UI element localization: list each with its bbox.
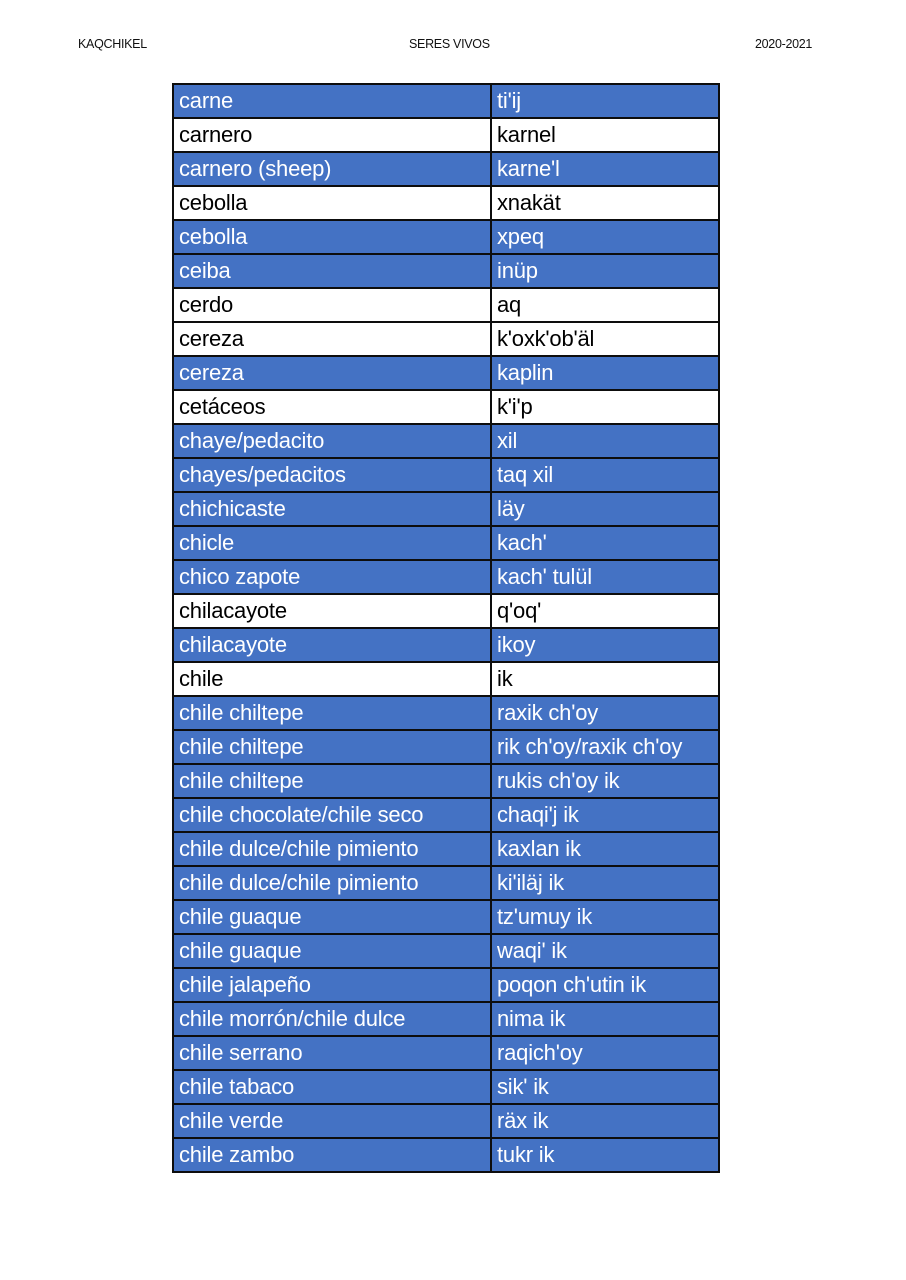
table-row: [173, 594, 719, 628]
table-row: [173, 152, 719, 186]
table-row: [173, 798, 719, 832]
table-row: [173, 458, 719, 492]
spanish-term-cell: chile guaque: [173, 934, 491, 968]
spanish-term-cell: cetáceos: [173, 390, 491, 424]
spanish-term-cell: chile guaque: [173, 900, 491, 934]
table-row: [173, 730, 719, 764]
table-row: [173, 254, 719, 288]
spanish-term-cell: chicle: [173, 526, 491, 560]
kaqchikel-term-cell: k'oxk'ob'äl: [491, 322, 719, 356]
spanish-term-cell: cerdo: [173, 288, 491, 322]
header-language: KAQCHIKEL: [78, 37, 147, 51]
spanish-term-cell: carne: [173, 84, 491, 118]
kaqchikel-term-cell: xil: [491, 424, 719, 458]
kaqchikel-term-cell: ti'ij: [491, 84, 719, 118]
kaqchikel-term-cell: inüp: [491, 254, 719, 288]
vocabulary-table-body: [173, 84, 719, 1172]
spanish-term-cell: chile dulce/chile pimiento: [173, 832, 491, 866]
table-row: [173, 1002, 719, 1036]
spanish-term-cell: cebolla: [173, 186, 491, 220]
table-row: [173, 356, 719, 390]
header-year: 2020-2021: [755, 37, 813, 51]
spanish-term-cell: chile chiltepe: [173, 730, 491, 764]
table-row: [173, 560, 719, 594]
kaqchikel-term-cell: karne'l: [491, 152, 719, 186]
table-row: [173, 696, 719, 730]
spanish-term-cell: cereza: [173, 356, 491, 390]
spanish-term-cell: chile chiltepe: [173, 764, 491, 798]
kaqchikel-term-cell: raxik ch'oy: [491, 696, 719, 730]
table-row: [173, 322, 719, 356]
spanish-term-cell: carnero: [173, 118, 491, 152]
kaqchikel-term-cell: poqon ch'utin ik: [491, 968, 719, 1002]
kaqchikel-term-cell: tz'umuy ik: [491, 900, 719, 934]
vocabulary-table: [172, 83, 720, 1173]
kaqchikel-term-cell: nima ik: [491, 1002, 719, 1036]
kaqchikel-term-cell: kach': [491, 526, 719, 560]
kaqchikel-term-cell: kaplin: [491, 356, 719, 390]
spanish-term-cell: chayes/pedacitos: [173, 458, 491, 492]
kaqchikel-term-cell: läy: [491, 492, 719, 526]
kaqchikel-term-cell: waqi' ik: [491, 934, 719, 968]
kaqchikel-term-cell: räx ik: [491, 1104, 719, 1138]
table-row: [173, 1036, 719, 1070]
kaqchikel-term-cell: rik ch'oy/raxik ch'oy: [491, 730, 719, 764]
kaqchikel-term-cell: aq: [491, 288, 719, 322]
spanish-term-cell: ceiba: [173, 254, 491, 288]
kaqchikel-term-cell: kaxlan ik: [491, 832, 719, 866]
table-row: [173, 900, 719, 934]
kaqchikel-term-cell: raqich'oy: [491, 1036, 719, 1070]
spanish-term-cell: chilacayote: [173, 628, 491, 662]
table-row: [173, 492, 719, 526]
kaqchikel-term-cell: xpeq: [491, 220, 719, 254]
spanish-term-cell: chile chocolate/chile seco: [173, 798, 491, 832]
kaqchikel-term-cell: ik: [491, 662, 719, 696]
spanish-term-cell: chile: [173, 662, 491, 696]
table-row: [173, 934, 719, 968]
spanish-term-cell: chile serrano: [173, 1036, 491, 1070]
kaqchikel-term-cell: taq xil: [491, 458, 719, 492]
spanish-term-cell: chile zambo: [173, 1138, 491, 1172]
table-row: [173, 832, 719, 866]
kaqchikel-term-cell: xnakät: [491, 186, 719, 220]
table-row: [173, 220, 719, 254]
table-row: [173, 186, 719, 220]
kaqchikel-term-cell: kach' tulül: [491, 560, 719, 594]
table-row: [173, 866, 719, 900]
table-row: [173, 662, 719, 696]
kaqchikel-term-cell: chaqi'j ik: [491, 798, 719, 832]
table-row: [173, 1070, 719, 1104]
kaqchikel-term-cell: karnel: [491, 118, 719, 152]
spanish-term-cell: chile jalapeño: [173, 968, 491, 1002]
table-row: [173, 628, 719, 662]
spanish-term-cell: chile tabaco: [173, 1070, 491, 1104]
spanish-term-cell: chile chiltepe: [173, 696, 491, 730]
kaqchikel-term-cell: q'oq': [491, 594, 719, 628]
table-row: [173, 118, 719, 152]
table-row: [173, 526, 719, 560]
spanish-term-cell: chico zapote: [173, 560, 491, 594]
page-header: [0, 37, 906, 53]
table-row: [173, 1138, 719, 1172]
table-row: [173, 288, 719, 322]
kaqchikel-term-cell: ki'iläj ik: [491, 866, 719, 900]
spanish-term-cell: cebolla: [173, 220, 491, 254]
table-row: [173, 764, 719, 798]
table-row: [173, 424, 719, 458]
table-row: [173, 1104, 719, 1138]
spanish-term-cell: carnero (sheep): [173, 152, 491, 186]
spanish-term-cell: chile verde: [173, 1104, 491, 1138]
table-row: [173, 968, 719, 1002]
kaqchikel-term-cell: ikoy: [491, 628, 719, 662]
table-row: [173, 390, 719, 424]
table-row: [173, 84, 719, 118]
kaqchikel-term-cell: tukr ik: [491, 1138, 719, 1172]
header-topic: SERES VIVOS: [409, 37, 490, 51]
spanish-term-cell: chaye/pedacito: [173, 424, 491, 458]
kaqchikel-term-cell: sik' ik: [491, 1070, 719, 1104]
spanish-term-cell: cereza: [173, 322, 491, 356]
spanish-term-cell: chichicaste: [173, 492, 491, 526]
spanish-term-cell: chilacayote: [173, 594, 491, 628]
spanish-term-cell: chile dulce/chile pimiento: [173, 866, 491, 900]
kaqchikel-term-cell: rukis ch'oy ik: [491, 764, 719, 798]
kaqchikel-term-cell: k'i'p: [491, 390, 719, 424]
spanish-term-cell: chile morrón/chile dulce: [173, 1002, 491, 1036]
